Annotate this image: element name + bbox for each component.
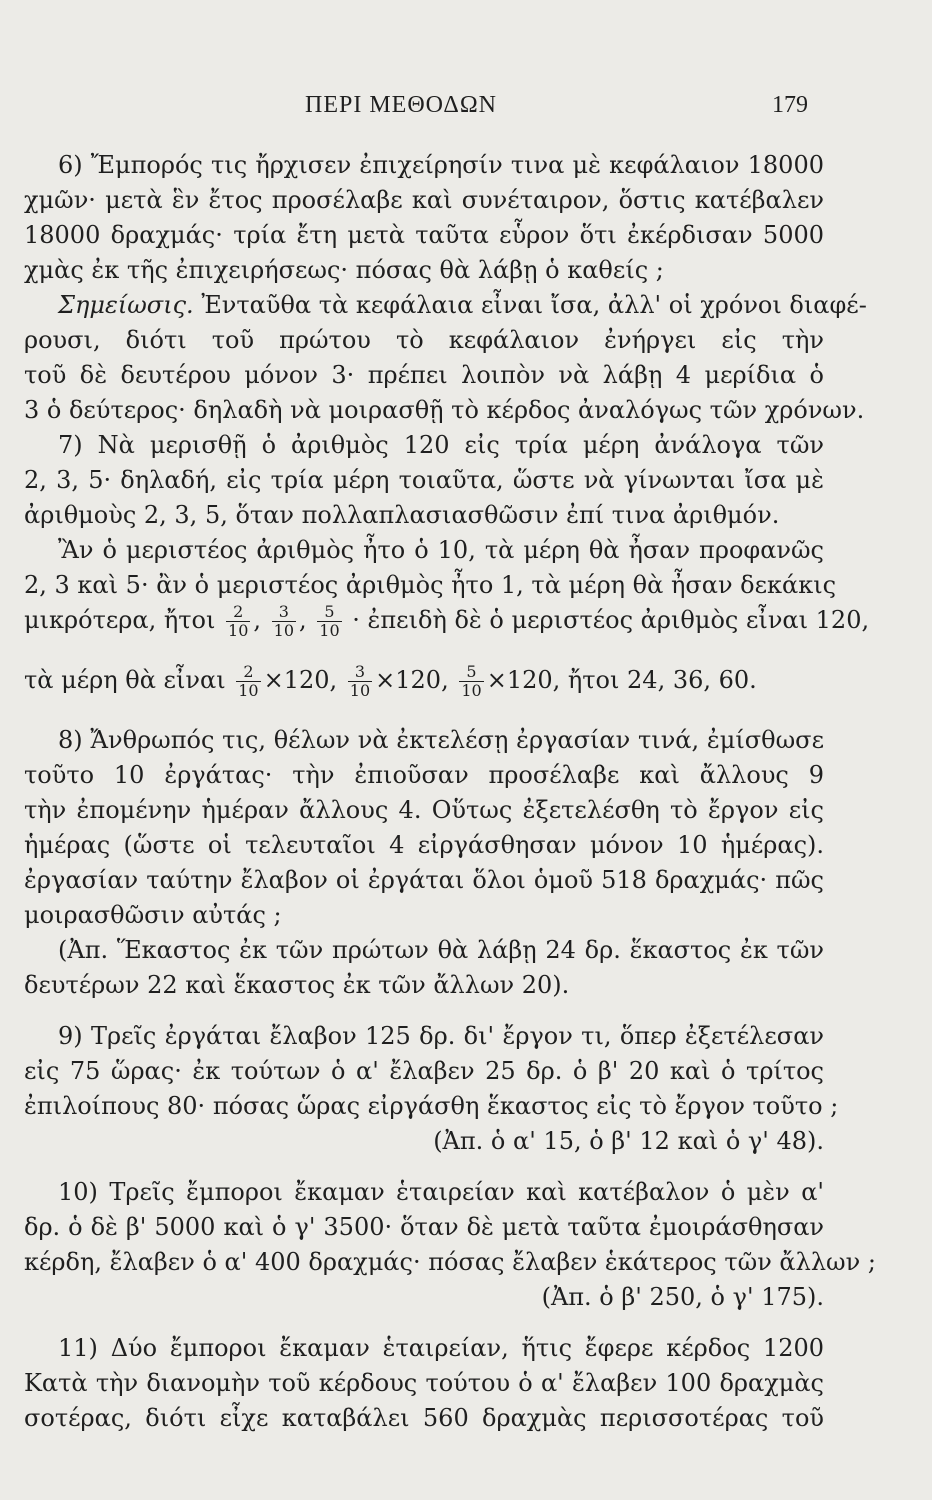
text-line: τὴν ἐπομένην ἡμέραν ἄλλους 4. Οὕτως ἐξετελέσθη τὸ ἔργον εἰς: [24, 796, 824, 824]
answer-line: (Ἀπ. ὁ β' 250, ὁ γ' 175).: [541, 1283, 824, 1311]
spacer: [24, 1159, 824, 1175]
text-fragment: ×120,: [263, 666, 338, 694]
text-fragment: τὰ μέρη θὰ εἶναι: [24, 666, 226, 694]
page-body: [24, 148, 876, 1436]
page-header: [0, 92, 932, 132]
fraction: [226, 603, 250, 640]
fraction-line: [24, 663, 824, 723]
text-line: Κατὰ τὴν διανομὴν τοῦ κέρδους τούτου ὁ α' ἔλαβεν 100 δραχμὰς: [24, 1369, 824, 1397]
text-line: 3 ὁ δεύτερος· δηλαδὴ νὰ μοιρασθῇ τὸ κέρδος ἀναλόγως τῶν χρόνων.: [24, 396, 865, 424]
fraction: [236, 663, 260, 700]
fraction-denominator: 10: [319, 621, 340, 640]
fraction-numerator: 2: [226, 603, 250, 622]
fraction-denominator: 10: [461, 681, 482, 700]
text-fragment: ×120,: [375, 666, 449, 694]
answer-line: (Ἀπ. ὁ α' 15, ὁ β' 12 καὶ ὁ γ' 48).: [433, 1127, 824, 1155]
fraction: [317, 603, 341, 640]
text-fragment: μικρότερα, ἤτοι: [24, 606, 216, 634]
text-fragment: · ἐπειδὴ δὲ ὁ μεριστέος ἀριθμὸς εἶναι 120,: [352, 606, 870, 634]
text-line: 2, 3, 5· δηλαδή, εἰς τρία μέρη τοιαῦτα, ὥστε νὰ γίνωνται ἴσα μὲ: [24, 466, 824, 494]
text-line: 7) Νὰ μερισθῇ ὁ ἀριθμὸς 120 εἰς τρία μέρη ἀνάλογα τῶν: [58, 431, 824, 459]
page-number: 179: [772, 92, 808, 118]
spacer: [24, 1003, 824, 1019]
text-line: σοτέρας, διότι εἶχε καταβάλει 560 δραχμὰς περισσοτέρας τοῦ: [24, 1404, 824, 1432]
text-line: ἐπιλοίπους 80· πόσας ὥρας εἰργάσθη ἕκαστος εἰς τὸ ἔργον τοῦτο ;: [24, 1092, 839, 1120]
fraction-denominator: 10: [238, 681, 259, 700]
text-line: ἀριθμοὺς 2, 3, 5, ὅταν πολλαπλασιασθῶσιν ἐπί τινα ἀριθμόν.: [24, 501, 780, 529]
fraction-numerator: 5: [317, 603, 341, 622]
fraction-numerator: 3: [272, 603, 296, 622]
text-line: χμῶν· μετὰ ἓν ἔτος προσέλαβε καὶ συνέταιρον, ὅστις κατέβαλεν: [24, 186, 824, 214]
fraction: [272, 603, 296, 640]
fraction-denominator: 10: [273, 621, 294, 640]
text-line: τοῦτο 10 ἐργάτας· τὴν ἐπιοῦσαν προσέλαβε καὶ ἄλλους 9: [24, 761, 824, 789]
fraction: [348, 663, 372, 700]
running-title: ΠΕΡΙ ΜΕΘΟΔΩΝ: [305, 92, 497, 118]
text-line: 2, 3 καὶ 5· ἂν ὁ μεριστέος ἀριθμὸς ἦτο 1, τὰ μέρη θὰ ἦσαν δεκάκις: [24, 571, 837, 599]
answer-line: δευτέρων 22 καὶ ἕκαστος ἐκ τῶν ἄλλων 20).: [24, 971, 570, 999]
text-line: 8) Ἄνθρωπός τις, θέλων νὰ ἐκτελέσῃ ἐργασίαν τινά, ἐμίσθωσε: [58, 726, 824, 754]
fraction-line: μικρότερα, ἤτοι $\frac{2}{10}$ , $\frac{3}{10}$ , $\frac{5}{10}$ · ἐπειδὴ δὲ ὁ μεριστέος ἀριθμὸς εἶναι 120,: [24, 602, 870, 640]
note-line: [24, 288, 867, 323]
text-line: κέρδη, ἔλαβεν ὁ α' 400 δραχμάς· πόσας ἔλαβεν ἑκάτερος τῶν ἄλλων ;: [24, 1248, 876, 1276]
fraction-numerator: 3: [348, 663, 372, 682]
fraction-numerator: 5: [459, 663, 483, 682]
text-line: ἐργασίαν ταύτην ἔλαβον οἱ ἐργάται ὅλοι ὁμοῦ 518 δραχμάς· πῶς: [24, 866, 824, 894]
spacer: [24, 1315, 824, 1331]
text-line: τοῦ δὲ δευτέρου μόνον 3· πρέπει λοιπὸν νὰ λάβῃ 4 μερίδια ὁ: [24, 361, 824, 389]
text-line: χμὰς ἐκ τῆς ἐπιχειρήσεως· πόσας θὰ λάβῃ ὁ καθείς ;: [24, 256, 664, 284]
text-line: 6) Ἔμπορός τις ἤρχισεν ἐπιχείρησίν τινα μὲ κεφάλαιον 18000: [58, 151, 824, 179]
text-line: δρ. ὁ δὲ β' 5000 καὶ ὁ γ' 3500· ὅταν δὲ μετὰ ταῦτα ἐμοιράσθησαν: [24, 1213, 824, 1241]
fraction-denominator: 10: [228, 621, 249, 640]
answer-line: (Ἀπ. Ἕκαστος ἐκ τῶν πρώτων θὰ λάβῃ 24 δρ. ἕκαστος ἐκ τῶν: [58, 936, 824, 964]
text-line: 18000 δραχμάς· τρία ἔτη μετὰ ταῦτα εὗρον ὅτι ἐκέρδισαν 5000: [24, 221, 824, 249]
note-label: Σημείωσις.: [58, 291, 194, 319]
text-line: Ἂν ὁ μεριστέος ἀριθμὸς ἦτο ὁ 10, τὰ μέρη θὰ ἦσαν προφανῶς: [58, 536, 824, 564]
text-line: ἡμέρας (ὥστε οἱ τελευταῖοι 4 εἰργάσθησαν μόνον 10 ἡμέρας).: [24, 831, 824, 859]
fraction: [459, 663, 483, 700]
note-text: Ἐνταῦθα τὰ κεφάλαια εἶναι ἴσα, ἀλλ' οἱ χρόνοι διαφέ-: [201, 291, 867, 319]
text-fragment: ×120, ἤτοι 24, 36, 60.: [486, 666, 757, 694]
fraction-numerator: 2: [236, 663, 260, 682]
text-line: ρουσι, διότι τοῦ πρώτου τὸ κεφάλαιον ἐνήργει εἰς τὴν: [24, 326, 824, 354]
text-line: εἰς 75 ὥρας· ἐκ τούτων ὁ α' ἔλαβεν 25 δρ. ὁ β' 20 καὶ ὁ τρίτος: [24, 1057, 824, 1085]
text-line: 10) Τρεῖς ἔμποροι ἔκαμαν ἑταιρείαν καὶ κατέβαλον ὁ μὲν α': [58, 1178, 824, 1206]
fraction-denominator: 10: [349, 681, 371, 700]
text-line: 9) Τρεῖς ἐργάται ἔλαβον 125 δρ. δι' ἔργον τι, ὅπερ ἐξετέλεσαν: [58, 1022, 824, 1050]
text-line: μοιρασθῶσιν αὐτάς ;: [24, 901, 282, 929]
text-line: 11) Δύο ἔμποροι ἔκαμαν ἑταιρείαν, ἥτις ἔφερε κέρδος 1200: [58, 1334, 824, 1362]
